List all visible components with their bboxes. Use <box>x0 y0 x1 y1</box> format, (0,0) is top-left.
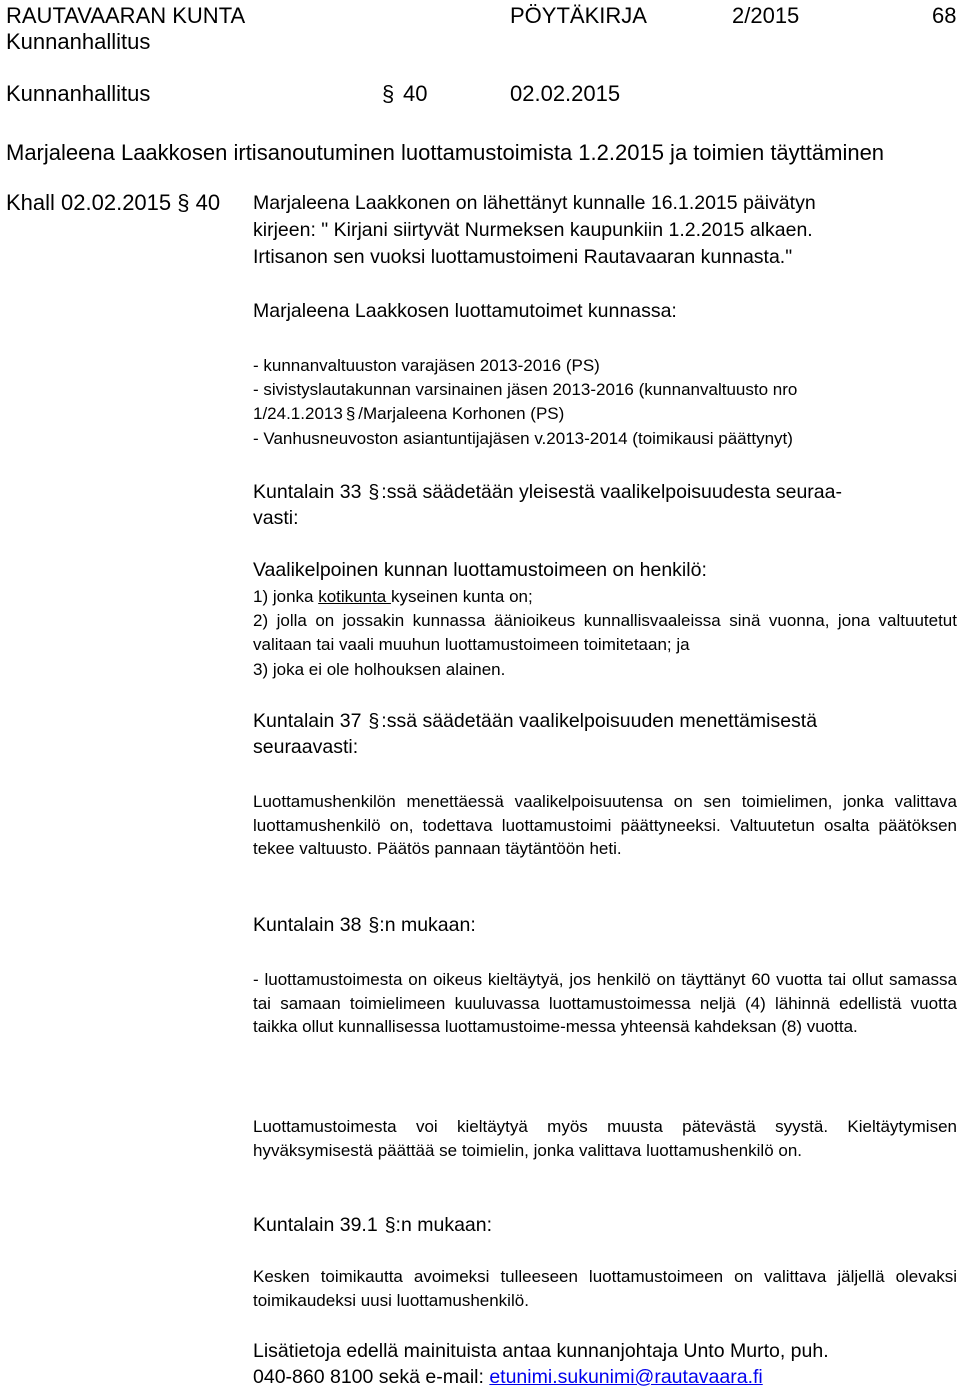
loss-of-eligibility-paragraph: Luottamushenkilön menettäessä vaalikelpoisuutensa on sen toimielimen, jonka valittava luottamushenkilö on, todettava luottamustoimi päättyneeksi. Valtuutetun osalta päätöksen tekee valtuusto. Päätös pannaan täytäntöön heti. <box>253 792 957 858</box>
law39-text: :n mukaan: <box>395 1214 493 1236</box>
positions-heading: Marjaleena Laakkosen luottamutoimet kunnassa: <box>253 300 677 322</box>
document-type: PÖYTÄKIRJA <box>510 3 647 28</box>
email-link[interactable]: etunimi.sukunimi@rautavaara.fi <box>489 1366 763 1388</box>
section-number: 40 <box>403 81 428 106</box>
law38-text: :n mukaan: <box>379 914 476 936</box>
refusal-paragraph: - luottamustoimesta on oikeus kieltäytyä, jos henkilö on täyttänyt 60 vuotta tai ollut samassa tai samaan toimielimeen kuuluvassa luottamustoimessa neljä (4) lähinnä edellistä vuotta taikka ollut kunnallisessa luottamustoime-messa yhteensä kahdeksan (8) vuotta. <box>253 970 957 1036</box>
reference-section-number: 40 <box>195 190 221 215</box>
reference-section-sign: § <box>177 190 190 215</box>
position-line-4: - Vanhusneuvoston asiantuntijajäsen v.2013-2014 (toimikausi päättynyt) <box>253 429 793 448</box>
document-number: 2/2015 <box>732 3 800 28</box>
eligibility-item-3: 3) joka ei ole holhouksen alainen. <box>253 660 506 679</box>
section-sign: § <box>382 81 395 106</box>
law38-section-sign: § <box>368 914 380 936</box>
law33-text: :ssä säädetään yleisestä vaalikelpoisuudesta seuraa- <box>381 481 842 503</box>
reference-label <box>6 190 220 216</box>
law33-line-1 <box>253 481 842 504</box>
eligibility-item-1 <box>253 585 533 609</box>
law33-ref: Kuntalain 33 <box>253 481 362 503</box>
organization-name: RAUTAVAARAN KUNTA <box>6 3 246 28</box>
valid-reason-paragraph: Luottamustoimesta voi kieltäytyä myös muusta pätevästä syystä. Kieltäytymisen hyväksymisestä päättää se toimielin, jonka valittava luottamushenkilö on. <box>253 1117 957 1160</box>
agenda-title: Marjaleena Laakkosen irtisanoutuminen luottamustoimista 1.2.2015 ja toimien täyttäminen <box>6 140 885 165</box>
law37-line-1 <box>253 710 817 733</box>
law33-line-2: vasti: <box>253 507 299 529</box>
law37-line-2: seuraavasti: <box>253 736 359 758</box>
intro-line-1: Marjaleena Laakkonen on lähettänyt kunnalle 16.1.2015 päivätyn <box>253 192 816 214</box>
law38-ref: Kuntalain 38 <box>253 914 362 936</box>
intro-line-2: kirjeen: " Kirjani siirtyvät Nurmeksen kaupunkiin 1.2.2015 alkaen. <box>253 219 813 241</box>
header-body-name: Kunnanhallitus <box>6 29 151 54</box>
eligibility-heading: Vaalikelpoinen kunnan luottamustoimeen on henkilö: <box>253 559 707 581</box>
law33-section-sign: § <box>368 481 380 503</box>
position-line-1: - kunnanvaltuuston varajäsen 2013-2016 (PS) <box>253 356 600 375</box>
law39-section-sign: § <box>384 1214 396 1236</box>
position-name: /Marjaleena Korhonen (PS) <box>358 404 565 423</box>
law37-ref: Kuntalain 37 <box>253 710 362 732</box>
position-line-3 <box>253 402 564 426</box>
law39-line <box>253 1214 492 1237</box>
eligibility-item-1-pre: 1) jonka <box>253 587 319 606</box>
position-line-2: - sivistyslautakunnan varsinainen jäsen 2013-2016 (kunnanvaltuusto nro <box>253 380 798 399</box>
law37-text: :ssä säädetään vaalikelpoisuuden menettämisestä <box>381 710 818 732</box>
page-number: 68 <box>932 3 957 28</box>
eligibility-item-2: 2) jolla on jossakin kunnassa äänioikeus kunnallisvaaleissa sinä vuonna, jona valtuutetut valitaan tai vaali muuhun luottamustoimeen toimitetaan; ja <box>253 611 957 654</box>
eligibility-item-1-underlined: kotikunta <box>318 587 391 606</box>
meeting-date: 02.02.2015 <box>510 81 621 106</box>
law38-line <box>253 914 476 937</box>
law37-section-sign: § <box>368 710 380 732</box>
intro-line-3: Irtisanon sen vuoksi luottamustoimeni Rautavaaran kunnasta." <box>253 246 793 268</box>
contact-line-2 <box>253 1366 763 1389</box>
meeting-body: Kunnanhallitus <box>6 81 151 106</box>
position-section-sign: § <box>345 404 356 423</box>
position-date: 1/24.1.2013 <box>253 404 343 423</box>
law39-ref: Kuntalain 39.1 <box>253 1214 378 1236</box>
contact-line-1: Lisätietoja edellä mainituista antaa kunnanjohtaja Unto Murto, puh. <box>253 1340 829 1362</box>
contact-phone-text: 040-860 8100 sekä e-mail: <box>253 1366 490 1388</box>
vacancy-paragraph: Kesken toimikautta avoimeksi tulleeseen luottamustoimeen on valittava jäljellä olevaksi toimikaudeksi uusi luottamushenkilö. <box>253 1267 957 1310</box>
eligibility-item-1-post: kyseinen kunta on; <box>390 587 533 606</box>
reference-text: Khall 02.02.2015 <box>6 190 172 215</box>
